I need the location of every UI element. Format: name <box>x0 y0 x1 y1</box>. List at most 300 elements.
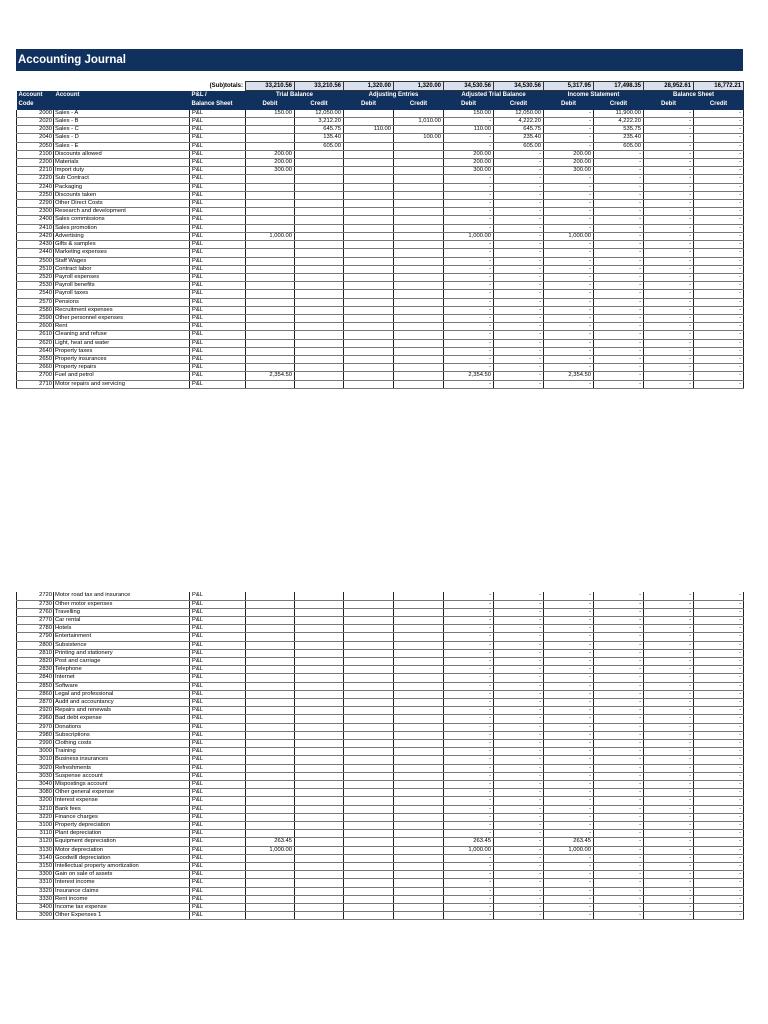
account-code-cell[interactable]: 2210 <box>17 167 54 175</box>
account-code-cell[interactable]: 3100 <box>17 822 54 830</box>
pl-type-cell[interactable]: P&L <box>190 895 246 903</box>
income-credit-cell[interactable]: 535.75 <box>594 126 644 134</box>
adjusted-credit-cell[interactable]: - <box>494 715 544 723</box>
trial-debit-cell[interactable] <box>246 797 295 805</box>
adjusted-credit-cell[interactable]: - <box>494 797 544 805</box>
trial-debit-cell[interactable]: 263.45 <box>246 838 295 846</box>
balance-credit-cell[interactable]: - <box>694 748 744 756</box>
adjusted-debit-cell[interactable]: 1,000.00 <box>444 846 494 854</box>
trial-credit-cell[interactable] <box>295 805 344 813</box>
adjusted-credit-cell[interactable]: - <box>494 208 544 216</box>
account-name-cell[interactable]: Plant depreciation <box>54 830 190 838</box>
adjusted-debit-cell[interactable]: - <box>444 666 494 674</box>
adjusted-credit-cell[interactable]: - <box>494 273 544 281</box>
account-code-cell[interactable]: 2200 <box>17 159 54 167</box>
income-debit-cell[interactable]: - <box>544 265 594 273</box>
adjusted-debit-cell[interactable]: - <box>444 298 494 306</box>
balance-debit-cell[interactable]: - <box>644 633 694 641</box>
balance-debit-cell[interactable]: - <box>644 175 694 183</box>
balance-credit-cell[interactable]: - <box>694 183 744 191</box>
adjusted-debit-cell[interactable]: - <box>444 707 494 715</box>
balance-credit-cell[interactable]: - <box>694 649 744 657</box>
pl-type-cell[interactable]: P&L <box>190 731 246 739</box>
income-credit-cell[interactable]: - <box>594 257 644 265</box>
account-name-cell[interactable]: Bank fees <box>54 805 190 813</box>
account-code-cell[interactable]: 2810 <box>17 649 54 657</box>
adjusting-debit-cell[interactable] <box>344 282 394 290</box>
adjusted-debit-cell[interactable]: - <box>444 764 494 772</box>
adjusting-debit-cell[interactable] <box>344 150 394 158</box>
balance-credit-cell[interactable]: - <box>694 895 744 903</box>
trial-credit-cell[interactable]: 12,050.00 <box>295 110 344 118</box>
balance-credit-cell[interactable]: - <box>694 813 744 821</box>
adjusting-credit-cell[interactable] <box>394 616 444 624</box>
income-credit-cell[interactable]: - <box>594 723 644 731</box>
adjusted-debit-cell[interactable]: - <box>444 887 494 895</box>
adjusted-debit-cell[interactable]: 200.00 <box>444 150 494 158</box>
pl-type-cell[interactable]: P&L <box>190 904 246 912</box>
income-credit-cell[interactable]: - <box>594 592 644 600</box>
account-code-cell[interactable]: 3130 <box>17 846 54 854</box>
adjusting-debit-cell[interactable] <box>344 339 394 347</box>
balance-credit-cell[interactable]: - <box>694 863 744 871</box>
account-code-cell[interactable]: 2780 <box>17 625 54 633</box>
adjusted-debit-cell[interactable]: - <box>444 649 494 657</box>
account-code-cell[interactable]: 3320 <box>17 887 54 895</box>
account-code-cell[interactable]: 2420 <box>17 232 54 240</box>
trial-credit-cell[interactable] <box>295 698 344 706</box>
adjusted-debit-cell[interactable]: - <box>444 608 494 616</box>
adjusted-debit-cell[interactable]: 263.45 <box>444 838 494 846</box>
account-name-cell[interactable]: Property insurances <box>54 355 190 363</box>
balance-credit-cell[interactable]: - <box>694 323 744 331</box>
trial-credit-cell[interactable] <box>295 282 344 290</box>
account-name-cell[interactable]: Contract labor <box>54 265 190 273</box>
trial-debit-cell[interactable] <box>246 682 295 690</box>
trial-credit-cell[interactable] <box>295 740 344 748</box>
trial-credit-cell[interactable] <box>295 331 344 339</box>
adjusted-debit-cell[interactable]: - <box>444 863 494 871</box>
pl-type-cell[interactable]: P&L <box>190 657 246 665</box>
adjusting-credit-cell[interactable] <box>394 167 444 175</box>
account-name-cell[interactable]: Travelling <box>54 608 190 616</box>
trial-credit-cell[interactable] <box>295 249 344 257</box>
adjusted-debit-cell[interactable]: - <box>444 740 494 748</box>
trial-credit-cell[interactable] <box>295 854 344 862</box>
balance-credit-cell[interactable]: - <box>694 592 744 600</box>
income-credit-cell[interactable]: - <box>594 879 644 887</box>
income-debit-cell[interactable]: - <box>544 813 594 821</box>
balance-debit-cell[interactable]: - <box>644 314 694 322</box>
adjusting-credit-cell[interactable] <box>394 110 444 118</box>
adjusted-credit-cell[interactable]: 235.40 <box>494 134 544 142</box>
account-name-cell[interactable]: Income tax expense <box>54 904 190 912</box>
income-debit-cell[interactable]: - <box>544 641 594 649</box>
adjusting-debit-cell[interactable] <box>344 314 394 322</box>
balance-debit-cell[interactable]: - <box>644 126 694 134</box>
trial-debit-cell[interactable] <box>246 715 295 723</box>
account-code-cell[interactable]: 3080 <box>17 789 54 797</box>
adjusted-credit-cell[interactable]: - <box>494 731 544 739</box>
account-name-cell[interactable]: Donations <box>54 723 190 731</box>
account-code-cell[interactable]: 2570 <box>17 298 54 306</box>
pl-type-cell[interactable]: P&L <box>190 863 246 871</box>
adjusted-debit-cell[interactable]: - <box>444 290 494 298</box>
account-code-cell[interactable]: 2720 <box>17 592 54 600</box>
adjusted-debit-cell[interactable]: - <box>444 682 494 690</box>
trial-debit-cell[interactable] <box>246 649 295 657</box>
trial-debit-cell[interactable] <box>246 290 295 298</box>
adjusting-credit-cell[interactable]: 100.00 <box>394 134 444 142</box>
trial-debit-cell[interactable] <box>246 273 295 281</box>
income-debit-cell[interactable]: - <box>544 731 594 739</box>
balance-debit-cell[interactable]: - <box>644 150 694 158</box>
account-code-cell[interactable]: 3330 <box>17 895 54 903</box>
trial-debit-cell[interactable] <box>246 830 295 838</box>
balance-credit-cell[interactable]: - <box>694 191 744 199</box>
account-code-cell[interactable]: 2410 <box>17 224 54 232</box>
adjusted-credit-cell[interactable]: - <box>494 625 544 633</box>
adjusted-debit-cell[interactable]: - <box>444 175 494 183</box>
pl-type-cell[interactable]: P&L <box>190 879 246 887</box>
income-credit-cell[interactable]: - <box>594 838 644 846</box>
adjusting-credit-cell[interactable] <box>394 355 444 363</box>
account-code-cell[interactable]: 3210 <box>17 805 54 813</box>
adjusting-credit-cell[interactable] <box>394 846 444 854</box>
account-code-cell[interactable]: 3300 <box>17 871 54 879</box>
income-debit-cell[interactable]: - <box>544 879 594 887</box>
account-name-cell[interactable]: Fuel and petrol <box>54 372 190 380</box>
adjusted-credit-cell[interactable]: - <box>494 690 544 698</box>
adjusted-debit-cell[interactable]: - <box>444 224 494 232</box>
trial-credit-cell[interactable]: 3,212.20 <box>295 118 344 126</box>
income-debit-cell[interactable]: - <box>544 208 594 216</box>
balance-credit-cell[interactable]: - <box>694 682 744 690</box>
adjusting-credit-cell[interactable] <box>394 871 444 879</box>
account-code-cell[interactable]: 2300 <box>17 208 54 216</box>
adjusting-credit-cell[interactable] <box>394 216 444 224</box>
pl-type-cell[interactable]: P&L <box>190 150 246 158</box>
trial-credit-cell[interactable] <box>295 764 344 772</box>
adjusted-credit-cell[interactable]: - <box>494 616 544 624</box>
adjusting-debit-cell[interactable] <box>344 649 394 657</box>
adjusting-debit-cell[interactable] <box>344 813 394 821</box>
balance-debit-cell[interactable]: - <box>644 224 694 232</box>
account-code-cell[interactable]: 3110 <box>17 830 54 838</box>
income-debit-cell[interactable]: - <box>544 282 594 290</box>
balance-debit-cell[interactable]: - <box>644 608 694 616</box>
adjusted-debit-cell[interactable]: - <box>444 592 494 600</box>
balance-credit-cell[interactable]: - <box>694 159 744 167</box>
income-debit-cell[interactable]: - <box>544 175 594 183</box>
account-code-cell[interactable]: 2440 <box>17 249 54 257</box>
trial-credit-cell[interactable] <box>295 323 344 331</box>
pl-type-cell[interactable]: P&L <box>190 600 246 608</box>
balance-debit-cell[interactable]: - <box>644 830 694 838</box>
account-code-cell[interactable]: 2660 <box>17 364 54 372</box>
adjusting-debit-cell[interactable] <box>344 347 394 355</box>
income-debit-cell[interactable]: - <box>544 715 594 723</box>
trial-credit-cell[interactable] <box>295 232 344 240</box>
trial-debit-cell[interactable]: 200.00 <box>246 150 295 158</box>
trial-debit-cell[interactable] <box>246 616 295 624</box>
trial-debit-cell[interactable] <box>246 904 295 912</box>
adjusting-credit-cell[interactable] <box>394 592 444 600</box>
adjusted-credit-cell[interactable]: - <box>494 600 544 608</box>
account-code-cell[interactable]: 2530 <box>17 282 54 290</box>
income-debit-cell[interactable]: - <box>544 314 594 322</box>
trial-debit-cell[interactable] <box>246 854 295 862</box>
adjusting-credit-cell[interactable] <box>394 723 444 731</box>
adjusting-credit-cell[interactable] <box>394 641 444 649</box>
adjusting-debit-cell[interactable] <box>344 142 394 150</box>
income-credit-cell[interactable]: - <box>594 306 644 314</box>
adjusted-credit-cell[interactable]: - <box>494 298 544 306</box>
adjusting-debit-cell[interactable] <box>344 895 394 903</box>
adjusted-credit-cell[interactable]: - <box>494 846 544 854</box>
pl-type-cell[interactable]: P&L <box>190 339 246 347</box>
adjusted-credit-cell[interactable]: - <box>494 649 544 657</box>
pl-type-cell[interactable]: P&L <box>190 813 246 821</box>
adjusting-credit-cell[interactable] <box>394 690 444 698</box>
adjusted-credit-cell[interactable]: 645.75 <box>494 126 544 134</box>
trial-debit-cell[interactable] <box>246 355 295 363</box>
adjusted-credit-cell[interactable]: - <box>494 789 544 797</box>
balance-credit-cell[interactable]: - <box>694 347 744 355</box>
income-debit-cell[interactable]: - <box>544 323 594 331</box>
balance-credit-cell[interactable]: - <box>694 912 744 920</box>
account-code-cell[interactable]: 2290 <box>17 200 54 208</box>
balance-debit-cell[interactable]: - <box>644 887 694 895</box>
adjusting-credit-cell[interactable] <box>394 150 444 158</box>
account-code-cell[interactable]: 2400 <box>17 216 54 224</box>
pl-type-cell[interactable]: P&L <box>190 241 246 249</box>
trial-credit-cell[interactable] <box>295 306 344 314</box>
balance-credit-cell[interactable]: - <box>694 616 744 624</box>
adjusted-debit-cell[interactable]: - <box>444 257 494 265</box>
account-code-cell[interactable]: 2240 <box>17 183 54 191</box>
pl-type-cell[interactable]: P&L <box>190 748 246 756</box>
balance-credit-cell[interactable]: - <box>694 666 744 674</box>
adjusted-credit-cell[interactable]: - <box>494 257 544 265</box>
pl-type-cell[interactable]: P&L <box>190 232 246 240</box>
trial-credit-cell[interactable] <box>295 846 344 854</box>
account-name-cell[interactable]: Entertainment <box>54 633 190 641</box>
adjusting-debit-cell[interactable] <box>344 331 394 339</box>
adjusted-debit-cell[interactable]: - <box>444 183 494 191</box>
adjusting-debit-cell[interactable] <box>344 257 394 265</box>
adjusted-debit-cell[interactable]: - <box>444 698 494 706</box>
trial-credit-cell[interactable] <box>295 339 344 347</box>
income-credit-cell[interactable]: - <box>594 159 644 167</box>
trial-credit-cell[interactable] <box>295 707 344 715</box>
account-code-cell[interactable]: 2870 <box>17 698 54 706</box>
income-credit-cell[interactable]: - <box>594 830 644 838</box>
income-credit-cell[interactable]: - <box>594 764 644 772</box>
income-credit-cell[interactable]: - <box>594 290 644 298</box>
pl-type-cell[interactable]: P&L <box>190 740 246 748</box>
income-debit-cell[interactable]: - <box>544 298 594 306</box>
balance-debit-cell[interactable]: - <box>644 347 694 355</box>
balance-credit-cell[interactable]: - <box>694 216 744 224</box>
balance-credit-cell[interactable]: - <box>694 822 744 830</box>
account-code-cell[interactable]: 2960 <box>17 715 54 723</box>
account-name-cell[interactable]: Equipment depreciation <box>54 838 190 846</box>
adjusted-debit-cell[interactable]: - <box>444 364 494 372</box>
adjusting-debit-cell[interactable] <box>344 265 394 273</box>
account-name-cell[interactable]: Hotels <box>54 625 190 633</box>
account-name-cell[interactable]: Sales - C <box>54 126 190 134</box>
adjusting-credit-cell[interactable] <box>394 380 444 388</box>
account-code-cell[interactable]: 2590 <box>17 314 54 322</box>
pl-type-cell[interactable]: P&L <box>190 265 246 273</box>
income-debit-cell[interactable]: 200.00 <box>544 150 594 158</box>
adjusting-debit-cell[interactable] <box>344 781 394 789</box>
balance-debit-cell[interactable]: - <box>644 657 694 665</box>
balance-credit-cell[interactable]: - <box>694 846 744 854</box>
account-name-cell[interactable]: Sales - E <box>54 142 190 150</box>
trial-credit-cell[interactable] <box>295 208 344 216</box>
adjusting-credit-cell[interactable] <box>394 781 444 789</box>
balance-credit-cell[interactable]: - <box>694 282 744 290</box>
pl-type-cell[interactable]: P&L <box>190 208 246 216</box>
balance-credit-cell[interactable]: - <box>694 364 744 372</box>
adjusting-credit-cell[interactable] <box>394 126 444 134</box>
income-debit-cell[interactable]: - <box>544 600 594 608</box>
adjusting-credit-cell[interactable] <box>394 372 444 380</box>
account-code-cell[interactable]: 2820 <box>17 657 54 665</box>
trial-credit-cell[interactable] <box>295 895 344 903</box>
trial-credit-cell[interactable] <box>295 364 344 372</box>
balance-debit-cell[interactable]: - <box>644 698 694 706</box>
adjusting-credit-cell[interactable] <box>394 740 444 748</box>
trial-credit-cell[interactable] <box>295 633 344 641</box>
income-debit-cell[interactable]: - <box>544 887 594 895</box>
adjusted-credit-cell[interactable]: - <box>494 740 544 748</box>
account-name-cell[interactable]: Goodwill depreciation <box>54 854 190 862</box>
income-credit-cell[interactable]: - <box>594 772 644 780</box>
income-credit-cell[interactable]: - <box>594 372 644 380</box>
adjusted-debit-cell[interactable]: 2,354.50 <box>444 372 494 380</box>
adjusted-credit-cell[interactable]: - <box>494 159 544 167</box>
pl-type-cell[interactable]: P&L <box>190 592 246 600</box>
trial-credit-cell[interactable] <box>295 789 344 797</box>
adjusted-debit-cell[interactable]: - <box>444 265 494 273</box>
account-code-cell[interactable]: 2640 <box>17 347 54 355</box>
pl-type-cell[interactable]: P&L <box>190 608 246 616</box>
adjusted-credit-cell[interactable]: - <box>494 830 544 838</box>
pl-type-cell[interactable]: P&L <box>190 290 246 298</box>
account-name-cell[interactable]: Post and carriage <box>54 657 190 665</box>
pl-type-cell[interactable]: P&L <box>190 682 246 690</box>
adjusting-debit-cell[interactable] <box>344 273 394 281</box>
account-code-cell[interactable]: 2980 <box>17 731 54 739</box>
adjusted-debit-cell[interactable]: - <box>444 895 494 903</box>
balance-debit-cell[interactable]: - <box>644 134 694 142</box>
adjusted-credit-cell[interactable]: 4,222.20 <box>494 118 544 126</box>
balance-debit-cell[interactable]: - <box>644 756 694 764</box>
trial-debit-cell[interactable] <box>246 191 295 199</box>
income-credit-cell[interactable]: - <box>594 756 644 764</box>
income-debit-cell[interactable]: - <box>544 871 594 879</box>
income-debit-cell[interactable]: - <box>544 764 594 772</box>
income-credit-cell[interactable]: - <box>594 323 644 331</box>
income-credit-cell[interactable]: - <box>594 904 644 912</box>
balance-credit-cell[interactable]: - <box>694 756 744 764</box>
account-name-cell[interactable]: Marketing expenses <box>54 249 190 257</box>
balance-debit-cell[interactable]: - <box>644 364 694 372</box>
balance-debit-cell[interactable]: - <box>644 772 694 780</box>
trial-debit-cell[interactable] <box>246 748 295 756</box>
account-name-cell[interactable]: Sales - B <box>54 118 190 126</box>
balance-credit-cell[interactable]: - <box>694 641 744 649</box>
balance-debit-cell[interactable]: - <box>644 167 694 175</box>
balance-debit-cell[interactable]: - <box>644 682 694 690</box>
trial-debit-cell[interactable] <box>246 781 295 789</box>
balance-credit-cell[interactable]: - <box>694 126 744 134</box>
adjusting-credit-cell[interactable] <box>394 142 444 150</box>
adjusting-credit-cell[interactable] <box>394 666 444 674</box>
balance-debit-cell[interactable]: - <box>644 110 694 118</box>
adjusting-debit-cell[interactable] <box>344 134 394 142</box>
balance-credit-cell[interactable]: - <box>694 265 744 273</box>
income-credit-cell[interactable]: - <box>594 241 644 249</box>
adjusted-credit-cell[interactable]: - <box>494 657 544 665</box>
trial-debit-cell[interactable] <box>246 625 295 633</box>
adjusted-credit-cell[interactable]: - <box>494 781 544 789</box>
balance-credit-cell[interactable]: - <box>694 339 744 347</box>
account-name-cell[interactable]: Cleaning and refuse <box>54 331 190 339</box>
trial-debit-cell[interactable] <box>246 731 295 739</box>
pl-type-cell[interactable]: P&L <box>190 167 246 175</box>
balance-debit-cell[interactable]: - <box>644 323 694 331</box>
income-credit-cell[interactable]: - <box>594 863 644 871</box>
adjusted-credit-cell[interactable]: - <box>494 290 544 298</box>
adjusted-debit-cell[interactable]: - <box>444 789 494 797</box>
adjusted-credit-cell[interactable]: - <box>494 641 544 649</box>
income-credit-cell[interactable]: - <box>594 740 644 748</box>
income-debit-cell[interactable]: - <box>544 822 594 830</box>
adjusted-credit-cell[interactable]: - <box>494 887 544 895</box>
adjusting-credit-cell[interactable] <box>394 208 444 216</box>
account-name-cell[interactable]: Sub Contract <box>54 175 190 183</box>
income-debit-cell[interactable]: - <box>544 134 594 142</box>
adjusting-credit-cell[interactable] <box>394 772 444 780</box>
income-credit-cell[interactable]: - <box>594 690 644 698</box>
adjusted-debit-cell[interactable]: - <box>444 616 494 624</box>
balance-credit-cell[interactable]: - <box>694 306 744 314</box>
pl-type-cell[interactable]: P&L <box>190 380 246 388</box>
trial-debit-cell[interactable] <box>246 126 295 134</box>
adjusting-debit-cell[interactable] <box>344 249 394 257</box>
income-debit-cell[interactable]: 1,000.00 <box>544 232 594 240</box>
adjusted-debit-cell[interactable]: - <box>444 380 494 388</box>
account-name-cell[interactable]: Gifts & samples <box>54 241 190 249</box>
trial-debit-cell[interactable] <box>246 175 295 183</box>
account-code-cell[interactable]: 2050 <box>17 142 54 150</box>
pl-type-cell[interactable]: P&L <box>190 830 246 838</box>
adjusting-credit-cell[interactable] <box>394 904 444 912</box>
pl-type-cell[interactable]: P&L <box>190 323 246 331</box>
adjusted-credit-cell[interactable]: - <box>494 895 544 903</box>
balance-credit-cell[interactable]: - <box>694 298 744 306</box>
adjusted-debit-cell[interactable]: - <box>444 191 494 199</box>
income-debit-cell[interactable]: 2,354.50 <box>544 372 594 380</box>
balance-debit-cell[interactable]: - <box>644 822 694 830</box>
account-code-cell[interactable]: 2250 <box>17 191 54 199</box>
income-debit-cell[interactable]: - <box>544 273 594 281</box>
adjusted-credit-cell[interactable]: - <box>494 232 544 240</box>
